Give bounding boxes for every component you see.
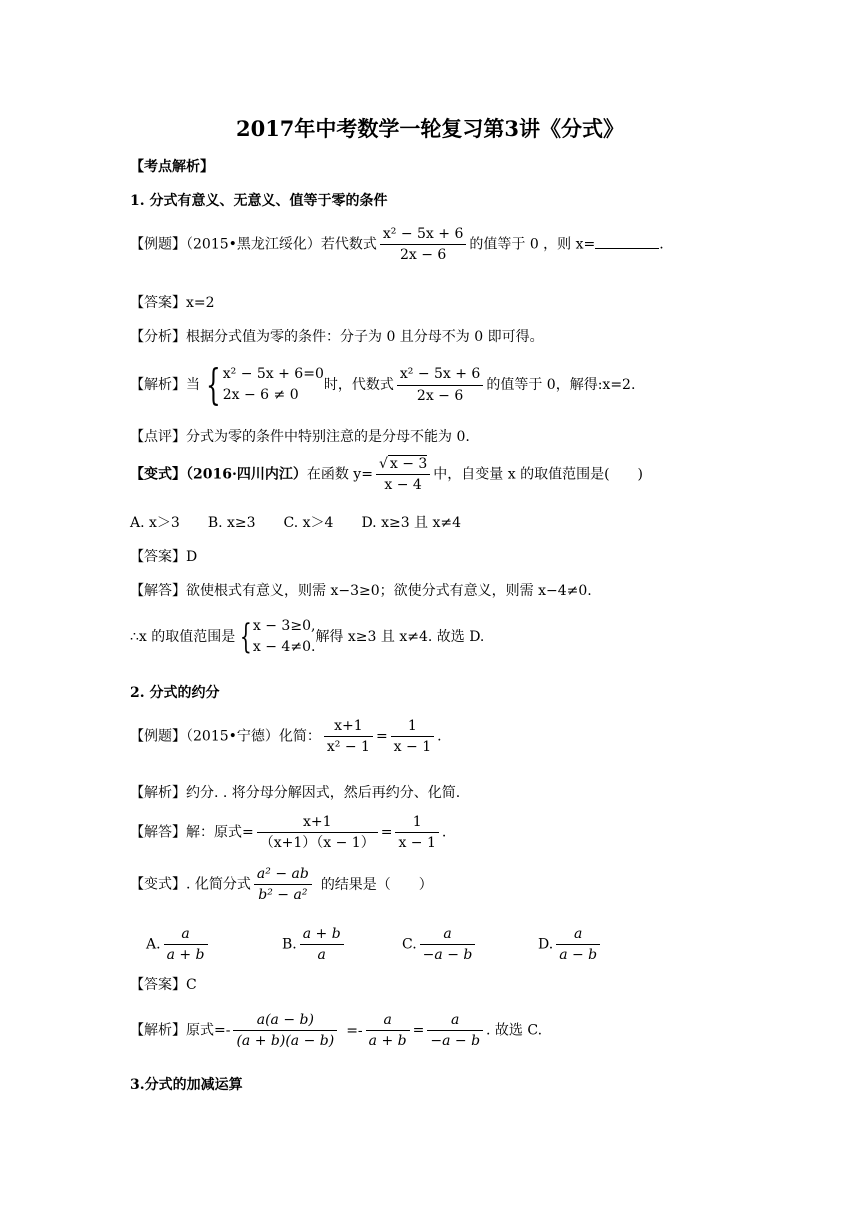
example-tail: 的值等于 0 ，则 x= — [469, 236, 596, 253]
numerator: a — [420, 926, 476, 945]
answer-1 — [130, 296, 215, 310]
period: . — [441, 824, 447, 841]
inequality-system — [235, 616, 315, 658]
denominator: a — [317, 947, 326, 964]
fraction — [300, 926, 344, 963]
analysis-1 — [130, 330, 544, 344]
variant-1 — [130, 456, 643, 493]
fraction — [254, 866, 312, 903]
system-row: x² − 5x + 6=0 — [222, 366, 324, 382]
numerator: x² − 5x + 6 — [380, 226, 466, 245]
option-label: D. — [538, 936, 554, 953]
denominator: x − 1 — [398, 835, 436, 852]
analysis-tag: 【解析】 — [130, 785, 186, 801]
solution-2b — [130, 616, 484, 658]
solution-tail: . 故选 C. — [486, 1022, 543, 1039]
example-tag: 【例题】 — [130, 728, 186, 745]
solution-pre: ∴x 的取值范围是 — [130, 629, 236, 645]
answer-tag: 【答案】 — [130, 295, 186, 311]
fraction — [257, 814, 378, 851]
denominator: −a − b — [422, 947, 473, 964]
example-source: （2015•黑龙江绥化）若代数式 — [186, 236, 377, 253]
equation-system — [200, 360, 324, 409]
variant-tag: 【变式】（2016·四川内江） — [130, 466, 307, 483]
numerator: a — [556, 926, 600, 945]
comment-tag: 【点评】 — [130, 429, 186, 445]
solution-3 — [130, 814, 446, 851]
answer-tag: 【答案】 — [130, 977, 186, 993]
fraction — [324, 718, 373, 755]
section-header: 【考点解析】 — [130, 159, 214, 175]
denominator: 2x − 6 — [399, 247, 447, 264]
numerator: 1 — [395, 814, 438, 833]
numerator: a + b — [300, 926, 344, 945]
equals: = — [375, 728, 388, 745]
denominator: a + b — [368, 1033, 407, 1050]
solution-tag: 【解答】 — [130, 583, 186, 599]
solution-tail: 解得 x≥3 且 x≠4. 故选 D. — [315, 629, 485, 645]
option-label: C. — [402, 936, 417, 953]
option-c — [402, 926, 478, 963]
denominator: x − 4 — [384, 477, 422, 494]
radicand: x − 3 — [389, 456, 428, 472]
option-label: A. — [146, 936, 161, 953]
example-1 — [130, 226, 664, 263]
solution-tag: 【解析】 — [130, 1022, 186, 1039]
example-tag: 【例题】 — [130, 236, 186, 253]
solution-pre: 原式=- — [186, 1022, 231, 1039]
answer-tag: 【答案】 — [130, 549, 186, 565]
denominator: b² − a² — [258, 887, 308, 904]
heading-3: 3.分式的加减运算 — [130, 1077, 243, 1093]
numerator: a — [427, 1012, 483, 1031]
numerator: a² − ab — [254, 866, 312, 885]
answer-value: x=2 — [186, 295, 215, 311]
options-1: A. x＞3 B. x≥3 C. x＞4 D. x≥3 且 x≠4 — [130, 515, 462, 531]
numerator: x² − 5x + 6 — [397, 366, 483, 385]
equals: = — [412, 1022, 425, 1039]
numerator: x+1 — [324, 718, 373, 737]
brace-icon: { — [206, 360, 221, 409]
heading-2: 2. 分式的约分 — [130, 685, 220, 701]
answer-2 — [130, 550, 197, 564]
solution-2 — [130, 584, 592, 598]
numerator: a — [164, 926, 208, 945]
period: . — [659, 236, 664, 253]
solution-1 — [130, 360, 636, 409]
fraction — [427, 1012, 483, 1049]
system-row: x − 3≥0, — [252, 618, 316, 634]
analysis-text: 根据分式值为零的条件：分子为 0 且分母不为 0 即可得。 — [186, 329, 544, 345]
analysis-text: 约分. . 将分母分解因式，然后再约分、化简. — [186, 785, 461, 801]
solution-4 — [130, 1012, 542, 1049]
denominator: (a + b)(a − b) — [236, 1033, 335, 1050]
fraction — [376, 456, 430, 493]
numerator: a(a − b) — [233, 1012, 337, 1031]
variant-pre: . 化简分式 — [186, 876, 251, 893]
solution-tail: 的值等于 0，解得:x=2. — [486, 377, 636, 393]
fraction — [395, 814, 438, 851]
equals: = — [380, 824, 393, 841]
option-a — [146, 926, 211, 963]
option-d — [538, 926, 603, 963]
answer-3 — [130, 978, 197, 992]
fraction — [233, 1012, 337, 1049]
solution-tag: 【解析】 — [130, 377, 186, 393]
option-label: B. — [282, 936, 297, 953]
denominator: 2x − 6 — [416, 387, 464, 404]
denominator: a − b — [559, 947, 598, 964]
page-title: 2017年中考数学一轮复习第3讲《分式》 — [235, 116, 625, 141]
fraction — [366, 1012, 410, 1049]
numerator: x+1 — [257, 814, 378, 833]
fraction — [380, 226, 466, 263]
answer-value: D — [186, 549, 198, 565]
analysis-2 — [130, 786, 460, 800]
denominator: −a − b — [430, 1033, 481, 1050]
answer-blank — [595, 236, 659, 249]
brace-icon: { — [240, 617, 253, 657]
fraction — [556, 926, 600, 963]
system-row: 2x − 6 ≠ 0 — [222, 387, 299, 403]
numerator: a — [366, 1012, 410, 1031]
solution-text: 欲使根式有意义，则需 x−3≥0；欲使分式有意义，则需 x−4≠0. — [186, 583, 592, 599]
comment-text: 分式为零的条件中特别注意的是分母不能为 0. — [186, 429, 470, 445]
example-pre: （2015•宁德）化简： — [186, 728, 321, 745]
fraction — [397, 366, 483, 403]
period: . — [437, 728, 442, 745]
fraction — [164, 926, 208, 963]
numerator: √ x − 3 — [376, 456, 430, 475]
denominator: x² − 1 — [326, 739, 370, 756]
denominator: x − 1 — [393, 739, 432, 756]
fraction — [420, 926, 476, 963]
variant-tail: 中，自变量 x 的取值范围是( ) — [433, 466, 644, 483]
numerator: 1 — [391, 718, 434, 737]
heading-1: 1. 分式有意义、无意义、值等于零的条件 — [130, 193, 388, 209]
analysis-tag: 【分析】 — [130, 329, 186, 345]
variant-pre: 在函数 y= — [306, 466, 373, 483]
example-2 — [130, 718, 442, 755]
answer-value: C — [186, 977, 197, 993]
variant-2 — [130, 866, 433, 903]
comment-1 — [130, 430, 470, 444]
system-row: x − 4≠0. — [252, 639, 316, 655]
denominator: a + b — [166, 947, 205, 964]
solution-pre: 当 — [186, 377, 200, 393]
fraction — [391, 718, 434, 755]
option-b — [282, 926, 347, 963]
solution-tag: 【解答】 — [130, 824, 186, 841]
variant-tag: 【变式】 — [130, 876, 186, 893]
equals: =- — [346, 1022, 363, 1039]
solution-mid: 时，代数式 — [323, 377, 394, 393]
denominator: （x+1）（x − 1） — [259, 835, 375, 852]
variant-tail: 的结果是（ ） — [320, 876, 433, 893]
solution-pre: 解：原式= — [186, 824, 254, 841]
